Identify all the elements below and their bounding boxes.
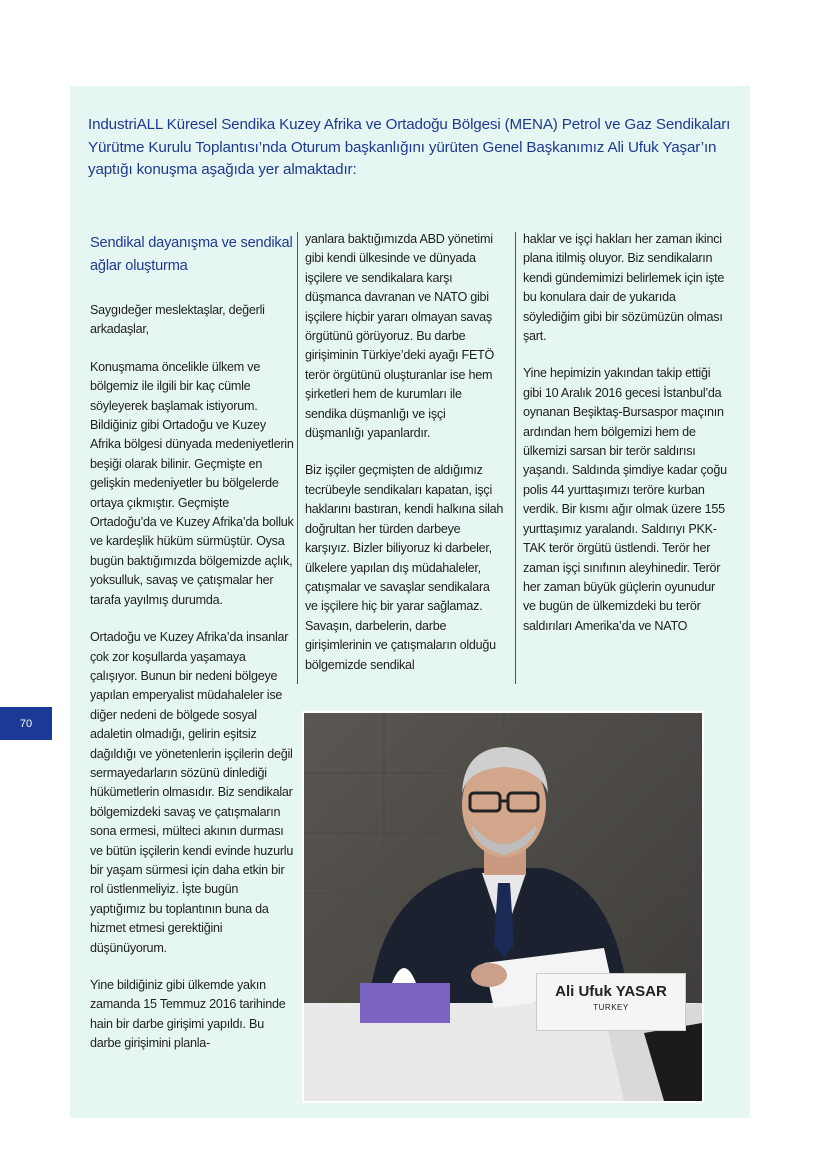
paragraph: Konuşmama öncelikle ülkem ve bölgemiz ile ilgili bir kaç cümle söyleyerek başlamak istiyorum. Bildiğiniz gibi Ortadoğu ve Kuzey Afrika bölgesi dünyada medeniyetlerin beşiği olarak bilinir. Geçmişte en gelişkin medeniyetler bu bölgelerde ortaya çıkmıştır. Geçmişte Ortadoğu’da ve Kuzey Afrika’da bolluk ve kardeşlik hüküm sürmüştür. Oysa bugün baktığımızda bölgemizde açlık, yoksulluk, savaş ve çatışmalar her tarafa yayılmış durumda. — [90, 359, 294, 607]
paragraph: Biz işçiler geçmişten de aldığımız tecrübeyle sendikaları kapatan, işçi haklarını bastıran, kendi halkına silah doğrultan her türden darbeye karşıyız. Bizler biliyoruz ki darbeler, ülkelere yapılan dış müdahaleler, çatışmalar ve savaşlar sendikalara ve işçilere hiç bir yarar sağlamaz. Savaşın, darbelerin, darbe girişimlerinin ve çatışmaların olduğu bölgemizde sendikal — [305, 463, 504, 672]
paragraph: Saygıdeğer meslektaşlar, değerli arkadaşlar, — [90, 303, 265, 337]
paragraph: Ortadoğu ve Kuzey Afrika’da insanlar çok zor koşullarda yaşamaya çalışıyor. Bunun bir nedeni bölgeye yapılan emperyalist müdahaleler ise diğer nedeni de bölgede sosyal adaletin olmadığı, gelirin eşitsiz dağıldığı ve yönetenlerin işçilerin değil sermayedarların sözünü dinlediği hükümetlerin olmasıdır. Biz sendikalar bölgemizdeki savaş ve çatışmaların sona ermesi, mülteci akının durması ve bütün işçilerin kendi evinde huzurlu bir yaşam sürmesi için daha etkin bir rol üstlenmeliyiz. İşte bugün yaptığımız bu toplantının buna da hizmet etmesi gerektiğini düşünüyorum. — [90, 630, 294, 955]
nameplate-country: TURKEY — [593, 1003, 629, 1012]
paragraph: Yine hepimizin yakından takip ettiği gibi 10 Aralık 2016 gecesi İstanbul’da oynanan Beşiktaş-Bursaspor maçının ardından hem bölgemizi hem de ülkemizi sarsan bir terör saldırısı yaşandı. Saldında şimdiye kadar çoğu polis 44 yurttaşımızı teröre kurban verdik. Bir kısmı ağır olmak üzere 155 yurttaşımız yaralandı. Saldırıyı PKK-TAK terör örgütü üstlendi. Terör her zaman işçi sınıfının aleyhinedir. Terör her zaman büyük güçlerin oyunudur ve bugün de ülkemizdeki bu terör saldırıları Amerika’da ve NATO — [523, 366, 727, 633]
intro-paragraph: IndustriALL Küresel Sendika Kuzey Afrika ve Ortadoğu Bölgesi (MENA) Petrol ve Gaz Sendikaları Yürütme Kurulu Toplantısı’nda Oturum başkanlığını yürüten Genel Başkanımız Ali Ufuk Yaşar’ın yaptığı konuşma aşağıda yer almaktadır: — [88, 116, 731, 178]
speaker-photo — [302, 711, 704, 1103]
speaker-photo-illustration — [304, 713, 702, 1101]
column-divider — [297, 232, 298, 684]
nameplate — [536, 973, 686, 1031]
paragraph: yanlara baktığımızda ABD yönetimi gibi kendi ülkesinde ve dünyada işçilere ve sendikalara karşı düşmanca davranan ve NATO gibi işçilere hiçbir yararı olmayan savaş örgütünü görüyoruz. Bu darbe girişiminin Türkiye’deki ayağı FETÖ terör örgütünü oluşturanlar ise hem şirketleri hem de kurumları ile sendika düşmanlığı ve işçi düşmanlığı yapanlardır. — [305, 232, 495, 441]
paragraph: haklar ve işçi hakları her zaman ikinci plana itilmiş oluyor. Biz sendikaların kendi gündemimizi belirlemek için işte bu konulara dair de yukarıda söylediğim gibi bir sözümüzün olması şart. — [523, 232, 725, 344]
paragraph: Yine bildiğiniz gibi ülkemde yakın zamanda 15 Temmuz 2016 tarihinde hain bir darbe girişimi yapıldı. Bu darbe girişimini planla- — [90, 978, 286, 1051]
section-heading: Sendikal dayanışma ve sendikal ağlar oluşturma — [90, 235, 293, 274]
column-divider — [515, 232, 516, 684]
text-column-3 — [523, 230, 728, 654]
text-column-2 — [305, 230, 505, 693]
text-column-1 — [90, 232, 295, 1072]
page-number-tab: 70 — [0, 707, 52, 740]
nameplate-name: Ali Ufuk YASAR — [555, 983, 667, 1000]
